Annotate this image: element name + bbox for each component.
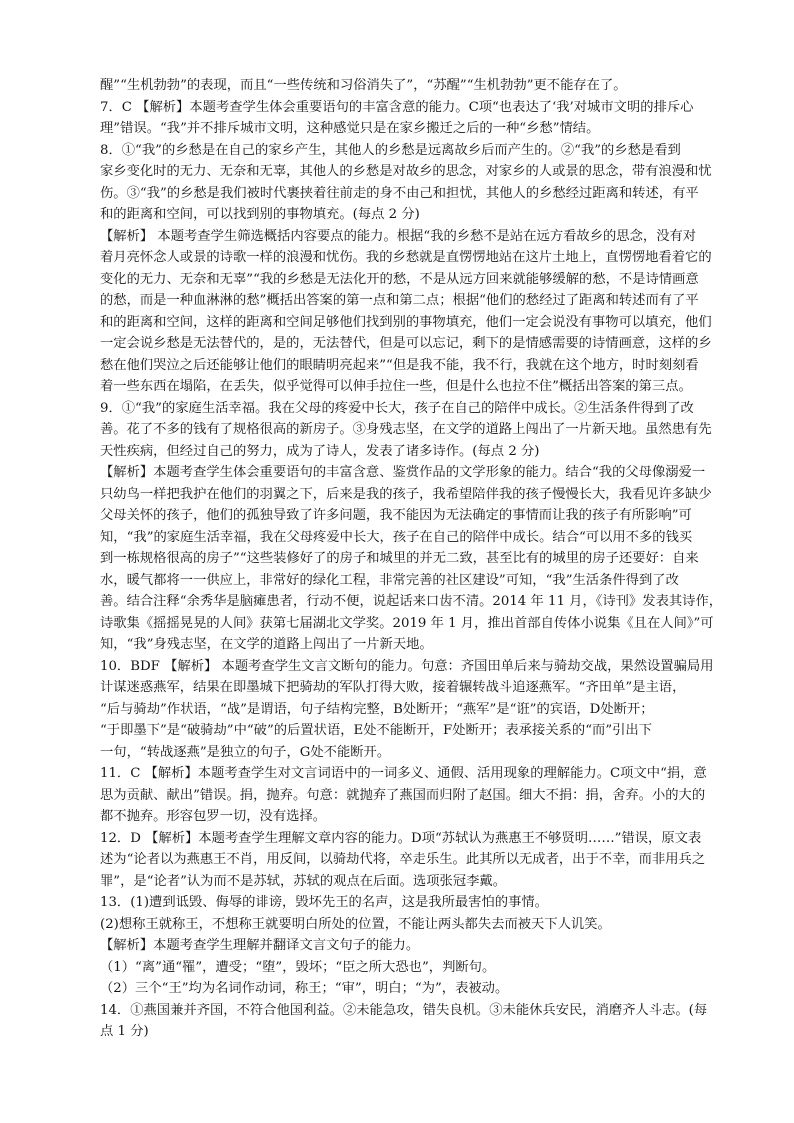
- text-line: 【解析】本题考查学生体会重要语句的丰富含意、鉴赏作品的文学形象的能力。结合“我的父母像溺爱一: [100, 465, 706, 480]
- text-line: 的愁，而是一种血淋淋的愁”概括出答案的第一点和第二点；根据“他们的愁经过了距离和转述而有了平: [100, 293, 699, 308]
- text-line: 7．C 【解析】本题考查学生体会重要语句的丰富含意的能力。C项“也表达了‘我’对城市文明的排斥心: [100, 99, 694, 115]
- text-line: 10．BDF 【解析】 本题考查学生文言文断句的能力。句意：齐国田单后来与骑劫交战，果然设置骗局用: [100, 658, 714, 674]
- text-line: （2）三个“王”均为名词作动词，称王；“审”，明白；“为”，表被动。: [100, 981, 509, 996]
- text-line: 天性疾病，但经过自己的努力，成为了诗人，发表了诸多诗作。(每点 2 分): [100, 443, 540, 459]
- text-line: (2)想称王就称王，不想称王就要明白所处的位置，不能让两头都失去而被天下人讥笑。: [100, 916, 611, 932]
- text-line: 家乡变化时的无力、无奈和无辜，其他人的乡愁是对故乡的思念，对家乡的人或景的思念，带有浪漫和忧: [100, 164, 712, 179]
- text-line: 【解析】 本题考查学生筛选概括内容要点的能力。根据“我的乡愁不是站在远方看故乡的思念，没有对: [100, 228, 697, 244]
- text-line: 善。结合注释“余秀华是脑瘫患者，行动不便，说起话来口齿不清。2014 年 11 月，《诗刊》发表其诗作，: [100, 594, 723, 609]
- text-line: 水，暖气都将一一供应上，非常好的绿化工程，非常完善的社区建设”可知，“我”生活条件得到了改: [100, 572, 679, 588]
- text-line: 13．(1)遭到诋毁、侮辱的诽谤，毁坏先王的名声，这是我所最害怕的事情。: [100, 895, 548, 910]
- text-line: 8．①“我”的乡愁是在自己的家乡产生，其他人的乡愁是远离故乡后而产生的。②“我”的乡愁是看到: [100, 142, 681, 158]
- text-line: 一句，“转战逐燕”是独立的句子，G处不能断开。: [100, 744, 391, 760]
- text-line: 【解析】本题考查学生理解并翻译文言文句子的能力。: [100, 938, 420, 953]
- text-line: 着月亮怀念人或景的诗歌一样的浪漫和忧伤。我的乡愁就是直愣愣地站在这片土地上，直愣愣地看着它的: [100, 250, 712, 265]
- text-line: 11．C 【解析】本题考查学生对文言词语中的一词多义、通假、活用现象的理解能力。C项文中“捐，意: [100, 766, 707, 781]
- text-line: 一定会说乡愁是无法替代的，是的，无法替代，但是可以忘记，剩下的是情感需要的诗情画意，这样的乡: [100, 336, 712, 351]
- text-line: “于即墨下”是“破骑劫”中“破”的后置状语，E处不能断开，F处断开；表承接关系的“而”引出下: [100, 723, 653, 738]
- text-line: 善。花了不多的钱有了规格很高的新房子。③身残志坚，在文学的道路上闯出了一片新天地。虽然患有先: [100, 422, 712, 437]
- text-line: 诗歌集《摇摇晃晃的人间》获第七届湖北文学奖。2019 年 1 月，推出首部自传体小说集《且在人间》”可: [100, 615, 714, 631]
- text-line: 都不抛弃。形容包罗一切，没有选择。: [100, 809, 327, 824]
- text-line: 醒”“生机勃勃”的表现，而且“一些传统和习俗消失了”，“苏醒”“生机勃勃”更不能存在了。: [100, 78, 627, 93]
- text-line: 愁在他们哭泣之后还能够让他们的眼睛明亮起来”“但是我不能，我不行，我就在这个地方，时时刻刻看: [100, 357, 699, 373]
- text-line: 思为贡献、献出”错误。捐，抛弃。句意：就抛弃了燕国而归附了赵国。细大不捐：捐，舍弃。小的大的: [100, 787, 706, 803]
- text-line: 只幼鸟一样把我护在他们的羽翼之下，后来是我的孩子，我希望陪伴我的孩子慢慢长大，我看见许多缺少: [100, 486, 712, 502]
- text-line: 变化的无力、无奈和无辜”“我的乡愁是无法化开的愁，不是从远方回来就能够缓解的愁，不是诗情画意: [100, 271, 699, 287]
- text-line: 计谋迷惑燕军，结果在即墨城下把骑劫的军队打得大败，接着辗转战斗追逐燕军。“齐田单”是主语，: [100, 680, 686, 695]
- text-line: 父母关怀的孩子，他们的孤独导致了许多问题，我不能因为无法确定的事情而让我的孩子有所影响”可: [100, 508, 692, 523]
- text-line: 到一栋规格很高的房子”“这些装修好了的房子和城里的并无二致，甚至比有的城里的房子还要好：自来: [100, 551, 699, 566]
- text-line: 理”错误。“我”并不排斥城市文明，这种感觉只是在家乡搬迁之后的一种“乡愁”情结。: [100, 121, 600, 136]
- answer-analysis-text: [100, 75, 730, 1043]
- text-line: 9．①“我”的家庭生活幸福。我在父母的疼爱中长大，孩子在自己的陪伴中成长。②生活条件得到了改: [100, 400, 694, 416]
- text-line: 12．D 【解析】本题考查学生理解文章内容的能力。D项“苏轼认为燕惠王不够贤明……”错误，原文表: [100, 830, 702, 846]
- text-line: 知，“我”的家庭生活幸福，我在父母疼爱中长大，孩子在自己的陪伴中成长。结合“可以用不多的钱买: [100, 529, 693, 545]
- text-line: 和的距离和空间，可以找到别的事物填充。(每点 2 分): [100, 207, 420, 222]
- text-line: 14．①燕国兼并齐国，不符合他国利益。②未能急攻，错失良机。③未能休兵安民，消磨齐人斗志。(每: [100, 1002, 708, 1018]
- text-line: “后与骑劫”作状语，“战”是谓语，句子结构完整，B处断开；“燕军”是“诳”的宾语，D处断开；: [100, 701, 654, 717]
- text-line: 伤。③“我”的乡愁是我们被时代裹挟着往前走的身不由己和担忧，其他人的乡愁经过距离和转述，有平: [100, 185, 699, 201]
- text-line: 述为“论者以为燕惠王不肖，用反间，以骑劫代将，卒走乐生。此其所以无成者，出于不幸，而非用兵之: [100, 852, 706, 867]
- text-line: 点 1 分): [100, 1024, 149, 1039]
- text-line: （1）“离”通“罹”，遭受；“堕”，毁坏；“臣之所大恐也”，判断句。: [100, 959, 496, 975]
- text-line: 着一些东西在塌陷，在丢失，似乎觉得可以伸手拉住一些，但是什么也拉不住”概括出答案的第三点。: [100, 379, 692, 394]
- text-line: 知，“我”身残志坚，在文学的道路上闯出了一片新天地。: [100, 637, 433, 652]
- text-line: 罪”，是“论者”认为而不是苏轼，苏轼的观点在后面。选项张冠李戴。: [100, 873, 507, 889]
- text-line: 和的距离和空间，这样的距离和空间足够他们找到别的事物填充，他们一定会说没有事物可以填充，他们: [100, 314, 712, 330]
